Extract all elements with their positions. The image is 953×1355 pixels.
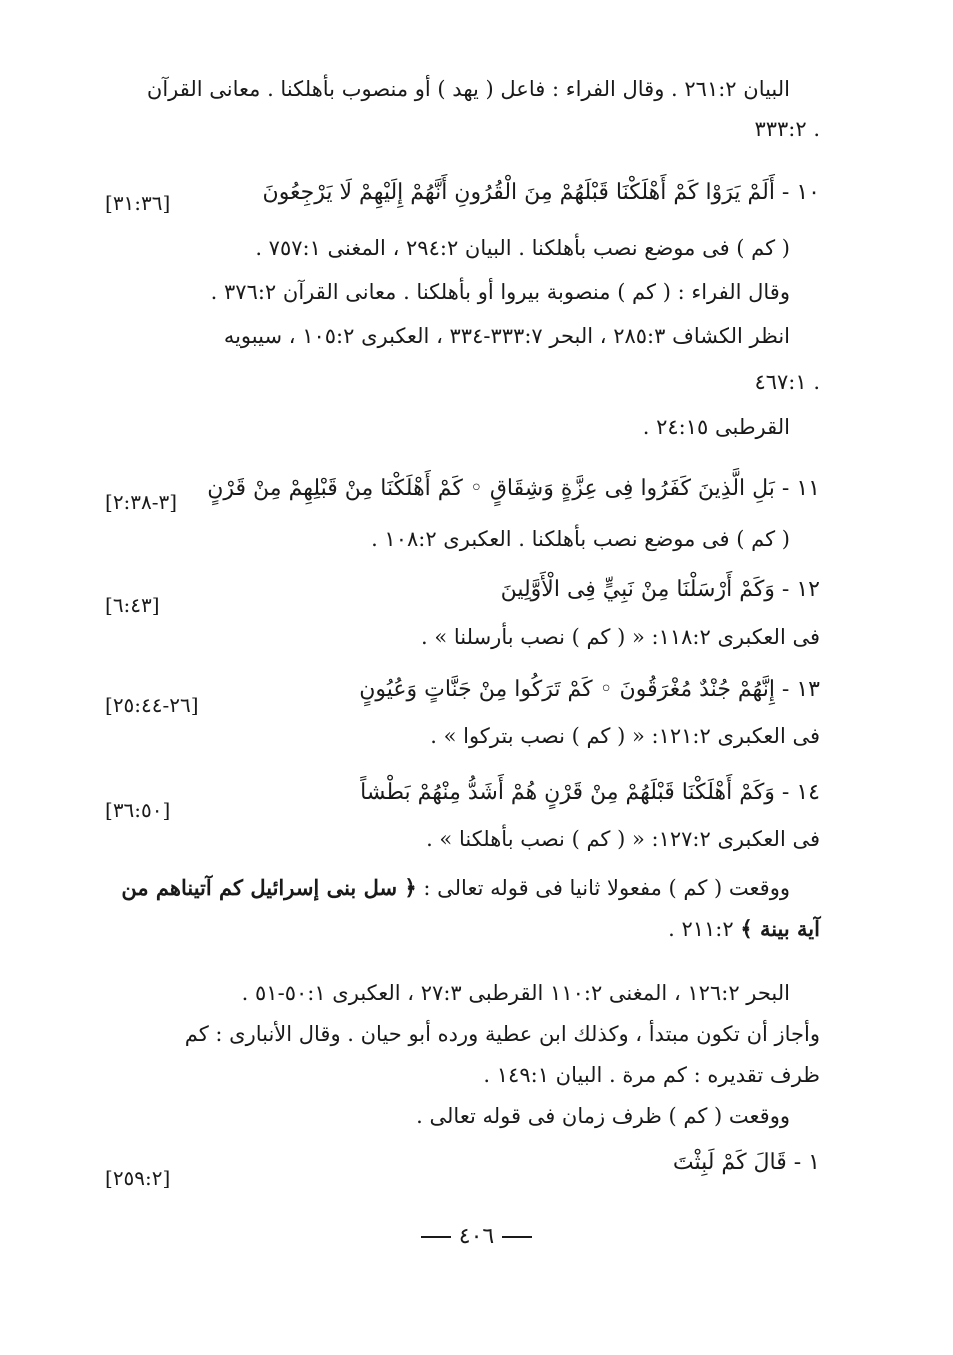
text-line: ظرف تقديره : كم مرة . البيان ١٤٩:١ . bbox=[483, 1063, 820, 1087]
text-line: ( كم ) فى موضع نصب بأهلكنا . العكبرى ١٠٨:٢ . bbox=[371, 527, 790, 551]
text-line: فى العكبرى ١٢١:٢: « ( كم ) نصب بتركوا » . bbox=[430, 724, 820, 748]
verse-reference: [٣١:٣٦] bbox=[105, 191, 171, 215]
quran-quote: آية بينة ﴾ bbox=[740, 916, 820, 941]
text-line: . ٣٣٣:٢ bbox=[754, 117, 820, 141]
verse-12: ١٢ - وَكَمْ أَرْسَلْنَا مِنْ نَبِيٍّ فِى الْأَوَّلِينَ bbox=[500, 577, 820, 602]
text-line: ووقعت ( كم ) ظرف زمان فى قوله تعالى . bbox=[416, 1104, 790, 1128]
verse-reference: [٢٦-٢٥:٤٤] bbox=[105, 693, 199, 717]
dash bbox=[421, 1236, 451, 1238]
text-line: انظر الكشاف ٢٨٥:٣ ، البحر ٣٣٣:٧-٣٣٤ ، العكبرى ١٠٥:٢ ، سيبويه bbox=[223, 324, 790, 348]
verse-reference: [٣-٢:٣٨] bbox=[105, 490, 178, 514]
text-line: البحر ١٢٦:٢ ، المغنى ١١٠:٢ القرطبى ٢٧:٣ ، العكبرى ٥٠:١-٥١ . bbox=[241, 981, 790, 1005]
text-line: فى العكبرى ١٢٧:٢: « ( كم ) نصب بأهلكنا » . bbox=[426, 827, 820, 851]
paragraph-line bbox=[121, 873, 790, 903]
verse-10: ١٠ - أَلَمْ يَرَوْا كَمْ أَهْلَكْنَا قَبْلَهُمْ مِنَ الْقُرُونِ أَنَّهُمْ إِلَيْهِمْ لَا يَرْجِعُونَ bbox=[262, 180, 820, 205]
text-line: وأجاز أن تكون مبتدأ ، وكذلك ابن عطية ورده أبو حيان . وقال الأنبارى : كم bbox=[184, 1022, 820, 1046]
verse-14: ١٤ - وَكَمْ أَهْلَكْنَا قَبْلَهُمْ مِنْ قَرْنٍ هُمْ أَشَدُّ مِنْهُمْ بَطْشاً bbox=[360, 780, 820, 805]
text-line: ( كم ) فى موضع نصب بأهلكنا . البيان ٢٩٤:٢ ، المغنى ٧٥٧:١ . bbox=[255, 236, 790, 260]
paragraph-line bbox=[668, 914, 820, 944]
text-line: . ٤٦٧:١ bbox=[754, 370, 820, 394]
quran-quote: ﴿ سل بنى إسرائيل كم آتيناهم من bbox=[121, 875, 417, 900]
verse-reference: [٦:٤٣] bbox=[105, 593, 160, 617]
text-line: فى العكبرى ١١٨:٢: « ( كم ) نصب بأرسلنا » . bbox=[421, 625, 820, 649]
dash bbox=[502, 1236, 532, 1238]
text: ٢١١:٢ . bbox=[668, 917, 734, 941]
page-number-text: ٤٠٦ bbox=[458, 1224, 495, 1249]
verse-13: ١٣ - إِنَّهُمْ جُنْدٌ مُغْرَقُونَ ◦ كَمْ تَرَكُوا مِنْ جَنَّاتٍ وَعُيُونٍ bbox=[359, 677, 820, 702]
text-line: القرطبى ٢٤:١٥ . bbox=[642, 415, 790, 439]
verse-11: ١١ - بَلِ الَّذِينَ كَفَرُوا فِى عِزَّةٍ وَشِقَاقٍ ◦ كَمْ أَهْلَكْنَا مِنْ قَبْلِهِمْ مِنْ قَرْنٍ bbox=[207, 476, 820, 501]
text-line: وقال الفراء : ( كم ) منصوبة بيروا أو بأهلكنا . معانى القرآن ٣٧٦:٢ . bbox=[210, 280, 790, 304]
text-line: البيان ٢٦١:٢ . وقال الفراء : فاعل ( يهد ) أو منصوب بأهلكنا . معانى القرآن bbox=[146, 77, 790, 101]
page-number bbox=[0, 1222, 953, 1252]
verse-reference: [٣٦:٥٠] bbox=[105, 798, 171, 822]
verse-1: ١ - قَالَ كَمْ لَبِثْتَ bbox=[672, 1150, 820, 1175]
verse-reference: [٢٥٩:٢] bbox=[105, 1166, 171, 1190]
text: ووقعت ( كم ) مفعولا ثانيا فى قوله تعالى : bbox=[423, 876, 790, 900]
